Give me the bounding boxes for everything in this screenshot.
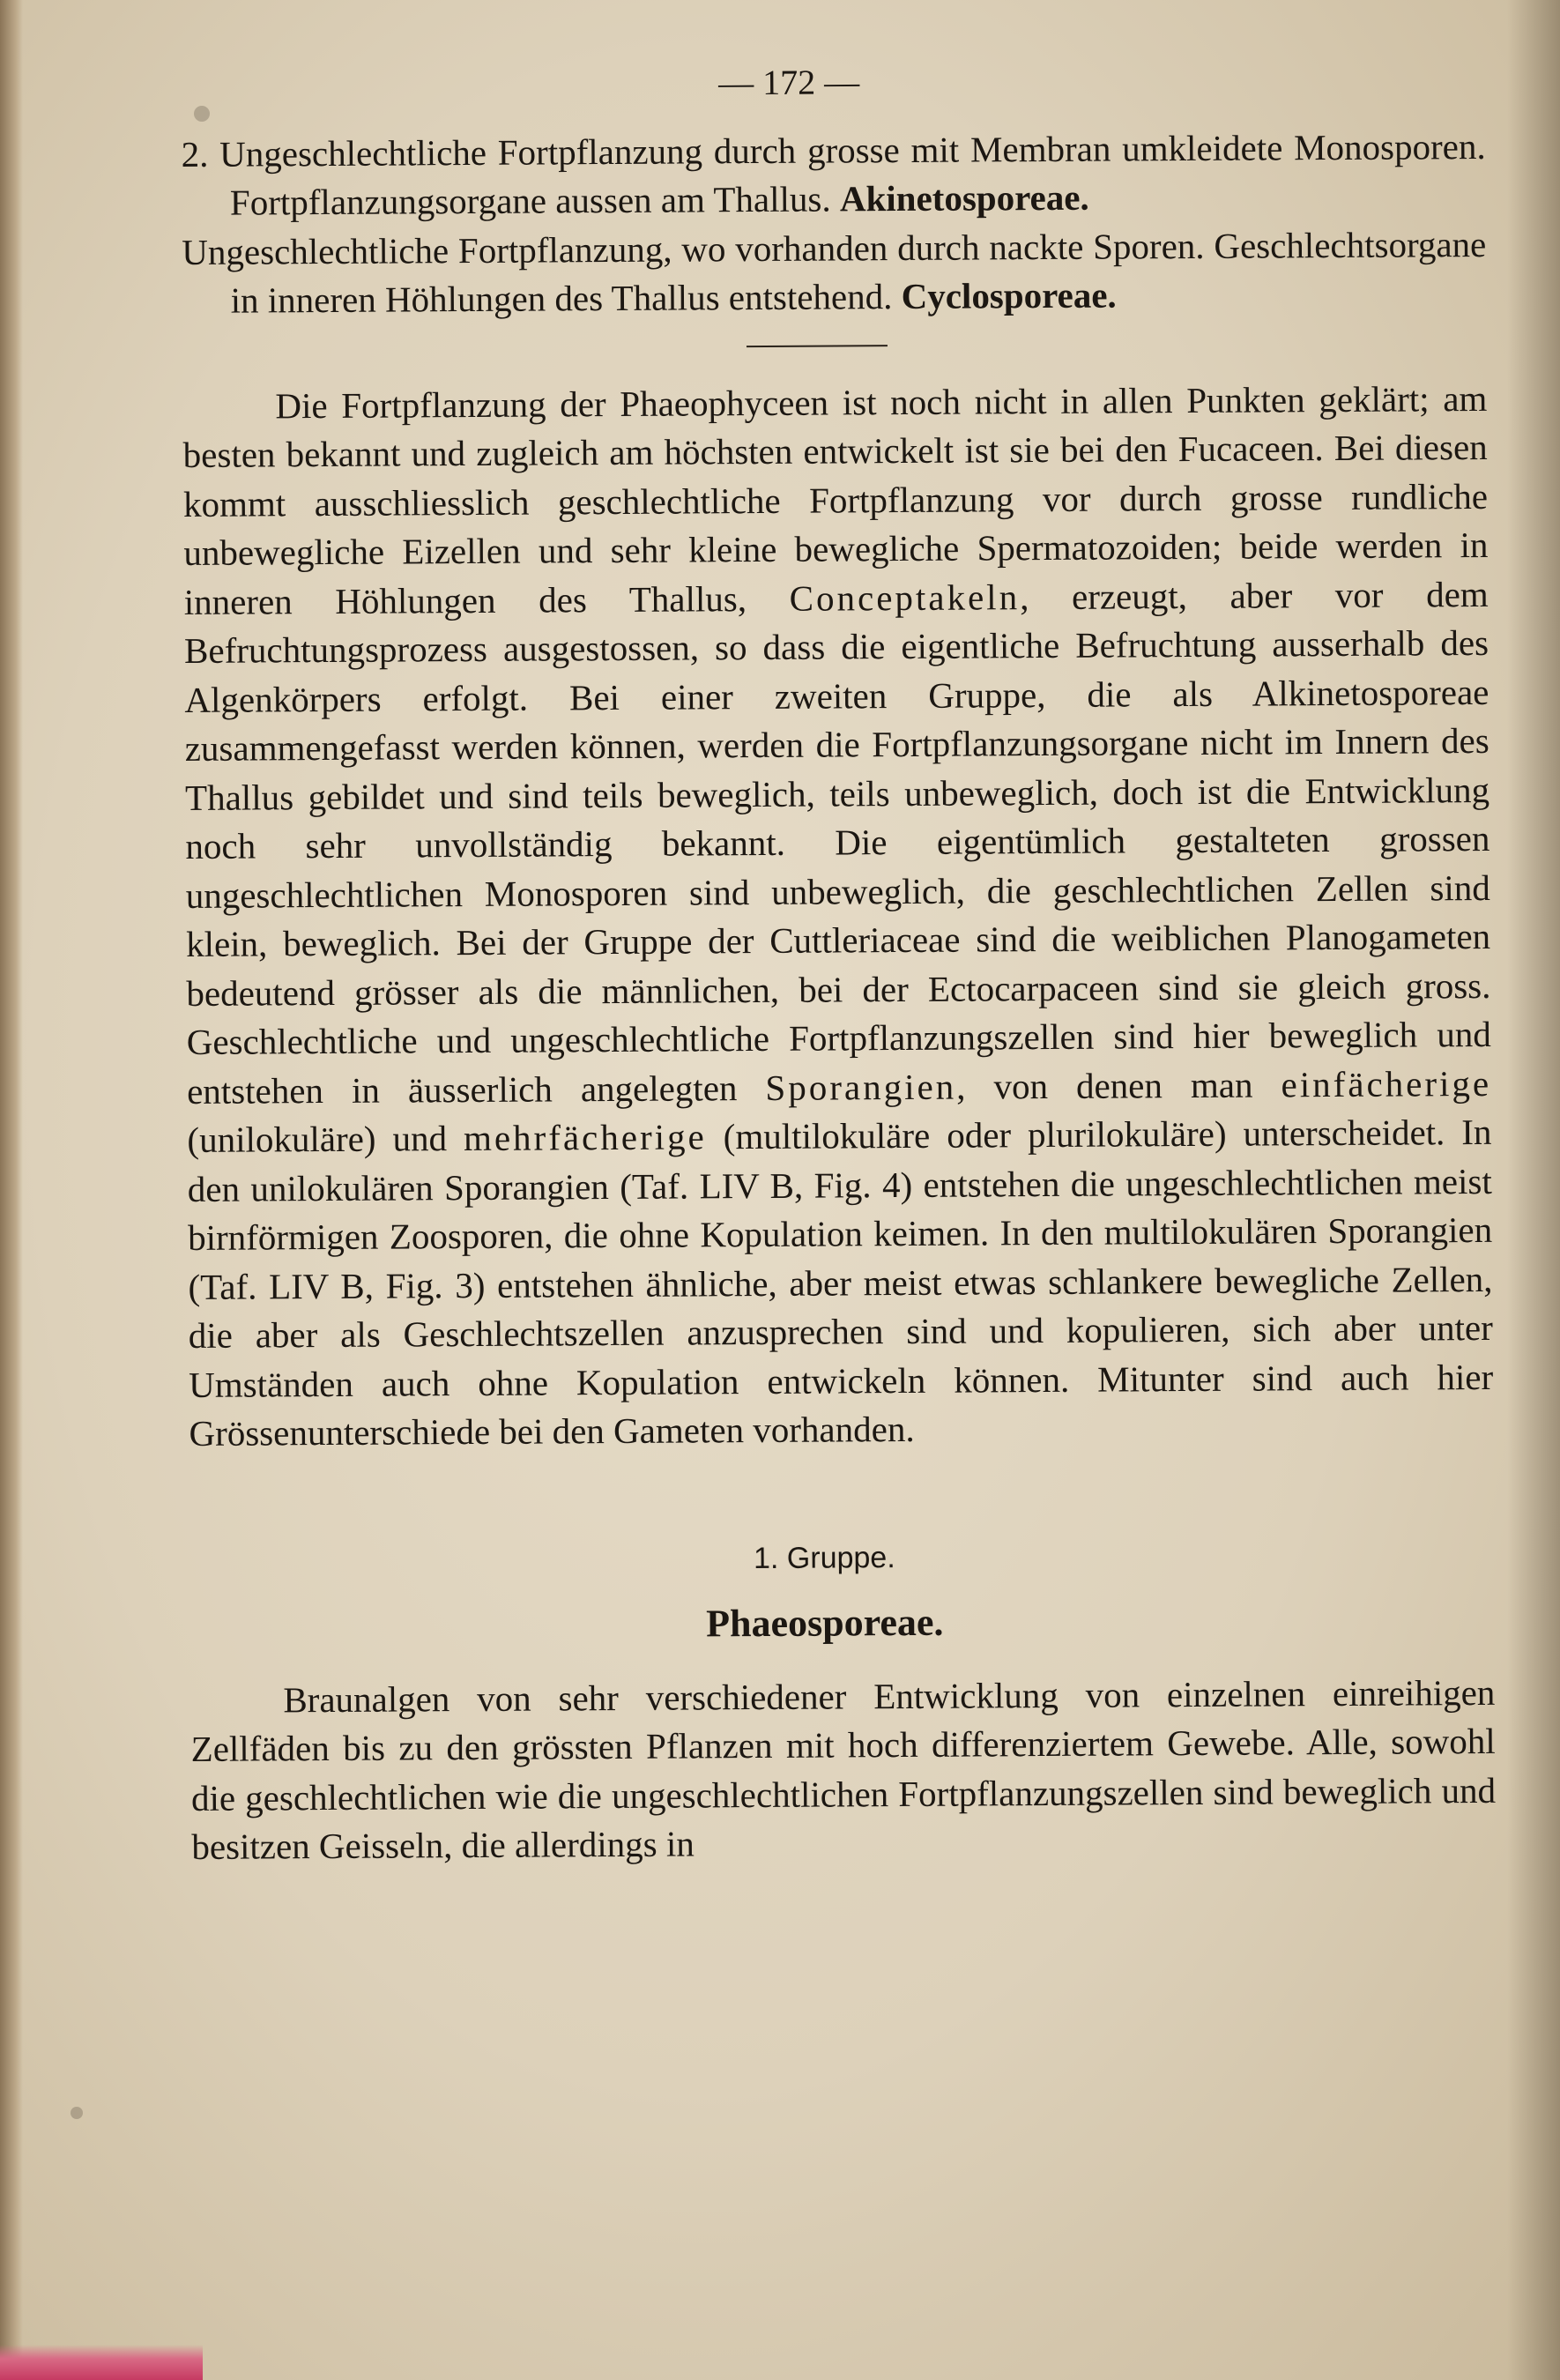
key-entry-2 xyxy=(181,122,1486,227)
key-entry-text: Ungeschlechtliche Fortpflanzung durch grosse mit Membran umkleidete Monosporen. Fortpflanzungsorgane aussen am Thallus. xyxy=(219,125,1486,223)
group-label: 1. Gruppe. xyxy=(753,1540,895,1575)
page-number: — 172 — xyxy=(718,62,860,103)
section-divider xyxy=(747,345,888,347)
paragraph-text: (multilokuläre oder plurilokuläre) unterscheidet. In den unilokulären Sporangien (Taf. LIV B, Fig. 4) entstehen die ungeschlechtlichen meist birnförmigen Zoosporen, die ohne Kopulation keimen. In den multilokulären Sporangien (Taf. LIV B, Fig. 3) entstehen ähnliche, aber meist etwas schlankere bewegliche Zellen, die aber als Geschlechtszellen anzusprechen sind und kopulieren, sich aber unter Umständen auch ohne Kopulation entwickeln können. Mitunter sind auch hier Grössenunterschiede bei den Gameten vorhanden. xyxy=(187,1111,1494,1454)
page-edge-shadow xyxy=(1507,0,1560,2380)
emphasized-term: Conceptakeln xyxy=(789,576,1021,619)
paragraph-text: , erzeugt, aber vor dem Befruchtungsprozess ausgestossen, so dass die eigentliche Befruchtung ausserhalb des Algenkörpers erfolgt. Bei einer zweiten Gruppe, die als Alkinetosporeae zusammengefasst werden können, werden die Fortpflanzungsorgane nicht im Innern des Thallus gebildet und sind teils beweglich, teils unbeweglich, doch ist die Entwicklung noch sehr unvollständig bekannt. Die eigentümlich gestalteten grossen ungeschlechtlichen Monosporen sind unbeweglich, die geschlechtlichen Zellen sind klein, beweglich. Bei der Gruppe der Cuttleriaceae sind die weiblichen Planogameten bedeutend grösser als die männlichen, bei der Ectocarpaceen sind sie gleich gross. Geschlechtliche und ungeschlechtliche Fortpflanzungszellen sind hier beweglich und entstehen in äusserlich angelegten xyxy=(183,573,1491,1112)
key-entry-text: Ungeschlechtliche Fortpflanzung, wo vorhanden durch nackte Sporen. Geschlechtsorgane in inneren Höhlungen des Thallus entstehend. xyxy=(182,223,1487,321)
paragraph-text: , von denen man xyxy=(956,1064,1253,1107)
paragraph-reproduction xyxy=(182,374,1493,1458)
paragraph-phaeosporeae: Braunalgen von sehr verschiedener Entwicklung von einzelnen einreihigen Zellfäden bis zu den grössten Pflanzen mit hoch differenziertem Gewebe. Alle, sowohl die geschlechtlichen wie die ungeschlechtlichen Fortpflanzungszellen sind beweglich und besitzen Geisseln, die allerdings in xyxy=(190,1671,1497,1867)
paper-speck xyxy=(71,2107,83,2119)
paragraph-text: (unilokuläre) und xyxy=(187,1118,448,1160)
key-entry-term: Cyclosporeae. xyxy=(901,274,1117,317)
paragraph-text: Die Fortpflanzung der Phaeophyceen ist noch nicht in allen Punkten geklärt; am besten bekannt und zugleich am höchsten entwickelt ist sie bei den Fucaceen. Bei diesen kommt ausschliesslich geschlechtliche Fortpflanzung vor durch grosse rundliche unbewegliche Eizellen und sehr kleine bewegliche Spermatozoiden; beide werden in inneren Höhlungen des Thallus, xyxy=(182,377,1489,622)
book-binding-edge xyxy=(0,0,23,2380)
bookmark-ribbon xyxy=(0,2345,203,2380)
page-text-block xyxy=(181,54,1497,1872)
group-title: Phaeosporeae. xyxy=(706,1600,944,1646)
key-entry-term: Akinetosporeae. xyxy=(839,176,1089,219)
key-entry-3 xyxy=(182,219,1487,325)
emphasized-term: Sporangien xyxy=(765,1066,957,1108)
key-entry-number: 2. xyxy=(181,133,209,175)
emphasized-term: mehrfächerige xyxy=(463,1116,707,1159)
emphasized-term: einfächerige xyxy=(1281,1062,1492,1104)
